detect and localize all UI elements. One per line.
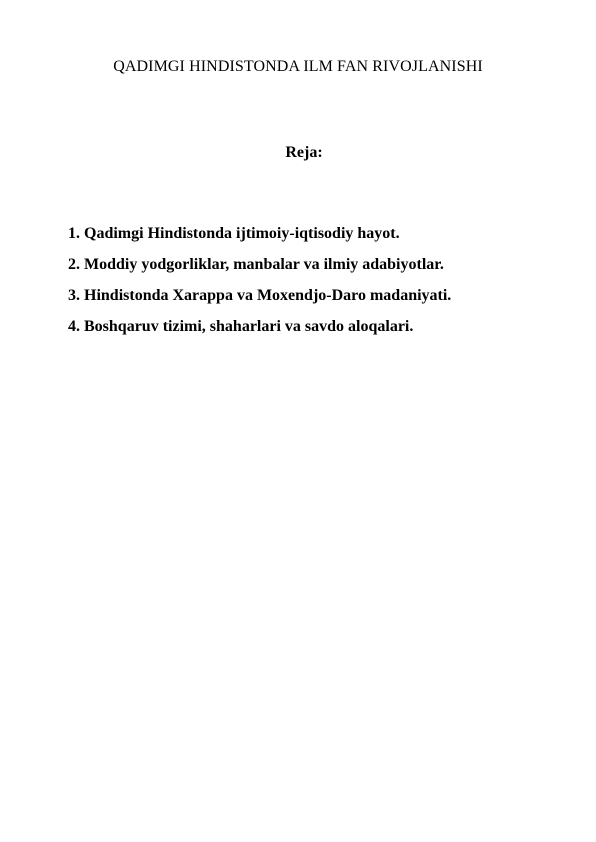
plan-item: 2. Moddiy yodgorliklar, manbalar va ilmiy adabiyotlar.	[68, 256, 444, 273]
plan-item: 1. Qadimgi Hindistonda ijtimoiy-iqtisodiy hayot.	[68, 225, 400, 242]
plan-list	[68, 224, 568, 348]
plan-heading: Reja:	[285, 144, 323, 161]
document-title: QADIMGI HINDISTONDA ILM FAN RIVOJLANISHI	[113, 58, 483, 75]
plan-item: 3. Hindistonda Xarappa va Moxendjo-Daro madaniyati.	[68, 287, 452, 304]
plan-item: 4. Boshqaruv tizimi, shaharlari va savdo aloqalari.	[68, 318, 414, 335]
